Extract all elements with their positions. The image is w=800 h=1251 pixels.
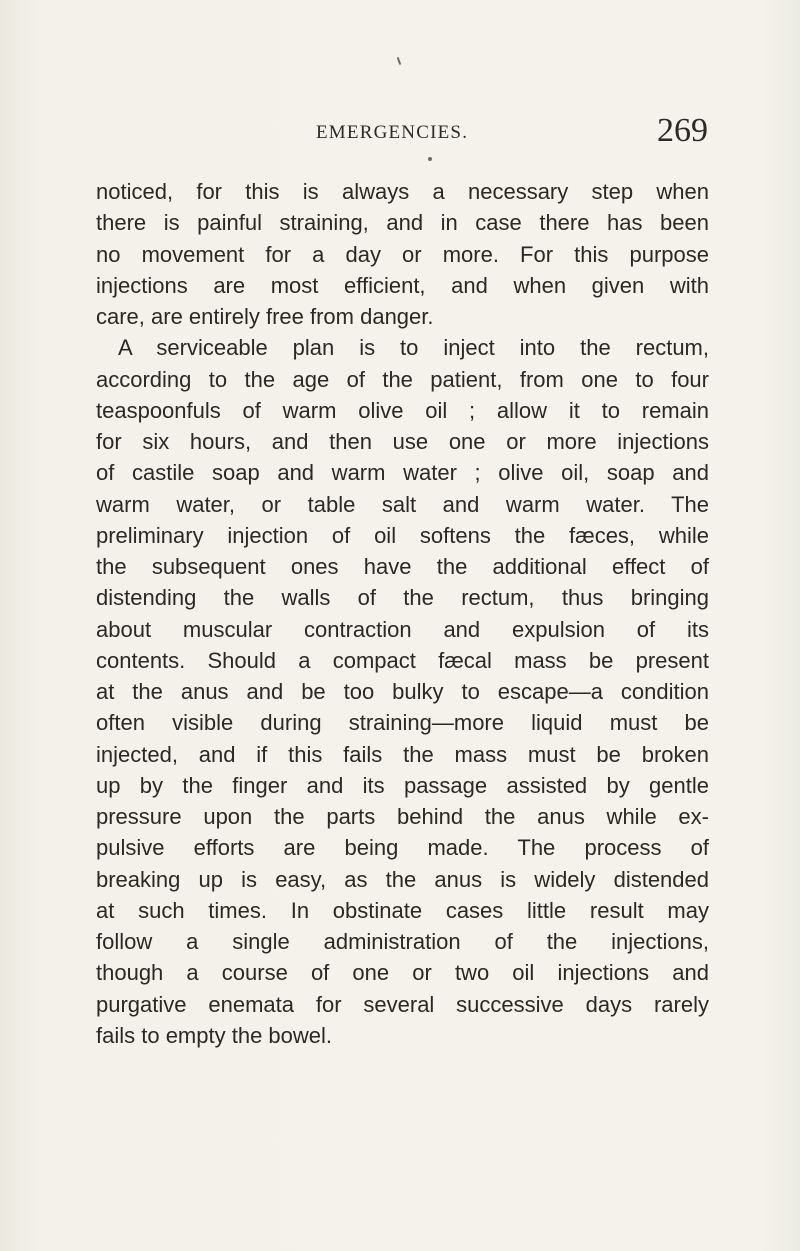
text-line: pulsive efforts are being made. The process of [96, 835, 709, 861]
running-head: EMERGENCIES. [316, 122, 469, 143]
text-line: distending the walls of the rectum, thus bringing [96, 585, 709, 611]
text-line: at the anus and be too bulky to escape—a condition [96, 679, 709, 704]
text-line: according to the age of the patient, from one to four [96, 366, 709, 392]
text-line: follow a single administration of the injections, [96, 929, 709, 954]
text-line: for six hours, and then use one or more injections [96, 429, 709, 454]
text-line: injected, and if this fails the mass must be broken [96, 741, 709, 767]
text-line: there is painful straining, and in case there has been [96, 210, 709, 236]
text-line: purgative enemata for several successive days rarely [96, 991, 709, 1017]
text-line: noticed, for this is always a necessary step when [96, 179, 709, 204]
text-line: the subsequent ones have the additional effect of [96, 554, 709, 579]
text-line: teaspoonfuls of warm olive oil ; allow it to remain [96, 397, 709, 423]
text-line: of castile soap and warm water ; olive oil, soap and [96, 460, 709, 486]
text-line: often visible during straining—more liquid must be [96, 710, 709, 736]
text-line: care, are entirely free from danger. [96, 304, 434, 329]
text-line: at such times. In obstinate cases little result may [96, 897, 709, 923]
text-line: preliminary injection of oil softens the fæces, while [96, 522, 709, 548]
text-line: about muscular contraction and expulsion of its [96, 616, 709, 642]
text-line: A serviceable plan is to inject into the rectum, [118, 335, 709, 361]
page-header [96, 112, 708, 160]
text-line: contents. Should a compact fæcal mass be present [96, 647, 709, 673]
text-line: though a course of one or two oil injections and [96, 960, 709, 986]
body-text [96, 176, 709, 1051]
text-line: injections are most efficient, and when given with [96, 272, 709, 298]
text-line: warm water, or table salt and warm water. The [96, 491, 709, 517]
print-speck [397, 57, 402, 65]
text-line: up by the finger and its passage assisted by gentle [96, 772, 709, 798]
page-number: 269 [657, 112, 708, 149]
text-line: no movement for a day or more. For this purpose [96, 241, 709, 267]
print-speck [428, 157, 432, 161]
text-line: pressure upon the parts behind the anus while ex- [96, 804, 709, 829]
text-line: fails to empty the bowel. [96, 1022, 333, 1048]
text-line: breaking up is easy, as the anus is widely distended [96, 866, 709, 892]
